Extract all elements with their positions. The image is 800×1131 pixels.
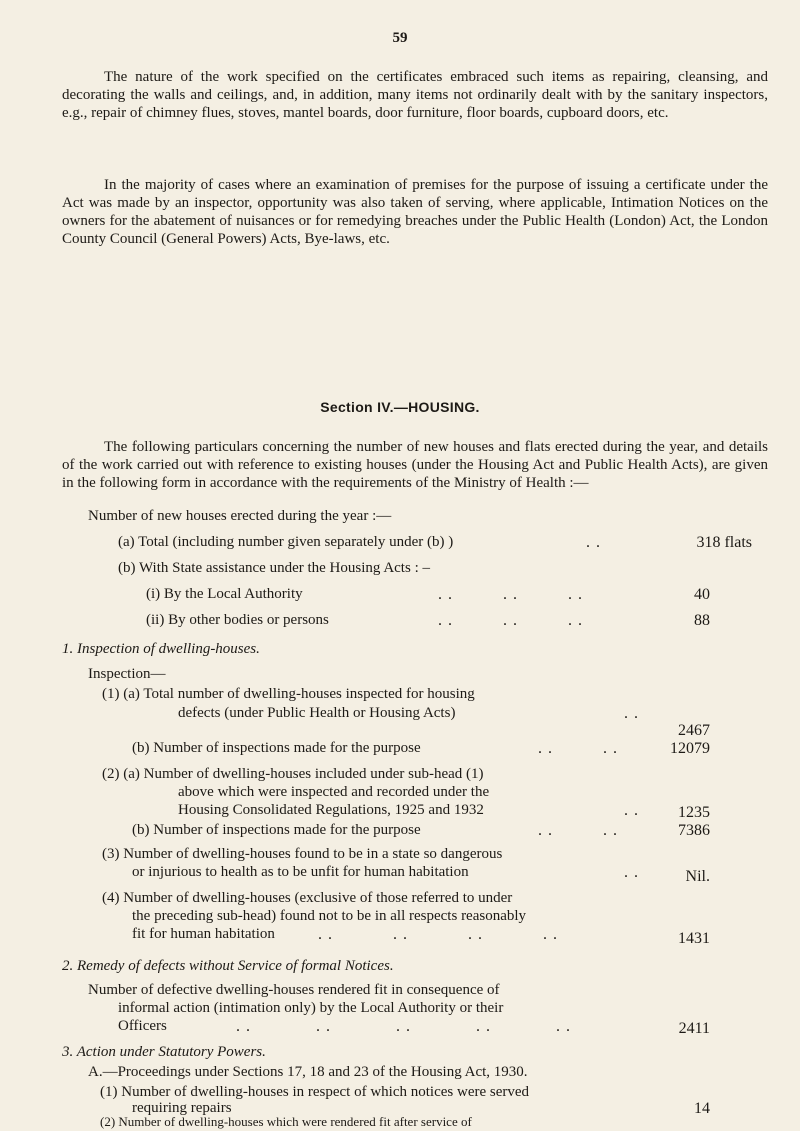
s2-label-1: (2) Number of dwelling-houses which were rendered fit after service of	[100, 1114, 472, 1129]
s1-value: 14	[694, 1100, 710, 1117]
inspection-heading: 1. Inspection of dwelling-houses.	[62, 641, 260, 657]
i2a-label-2: above which were inspected and recorded under the	[178, 784, 490, 800]
i4-label-2: the preceding sub-head) found not to be in all respects reasonably	[132, 908, 527, 924]
new-houses-b-ii-value: 88	[694, 612, 710, 629]
i1b-value: 12079	[670, 740, 710, 757]
paragraph-intimation-notices: In the majority of cases where an examination of premises for the purpose of issuing a certificate under the Act was made by an inspector, opportunity was also taken of serving, where applicable, Intimation Notices on the owners for the abatement of nuisances or for remedying breaches under the Public Health (London) Act, the London County Council (General Powers) Acts, Bye-laws, etc.	[62, 177, 768, 247]
i3-label-1: (3) Number of dwelling-houses found to be in a state so dangerous	[102, 846, 503, 862]
i3-value: Nil.	[685, 868, 710, 885]
i1a-label-1: (1) (a) Total number of dwelling-houses inspected for housing	[102, 686, 475, 702]
dot-leader: . . . . . .	[438, 612, 583, 629]
remedy-label-3: Officers	[118, 1018, 167, 1034]
dot-leader: . . . . . . . .	[318, 926, 558, 943]
i2a-label-3: Housing Consolidated Regulations, 1925 and 1932	[178, 802, 484, 818]
remedy-label-1: Number of defective dwelling-houses rendered fit in consequence of	[88, 982, 500, 998]
dot-leader: . . . . . . . . . .	[236, 1018, 571, 1035]
dot-leader: . .	[624, 864, 639, 881]
i1b-label: (b) Number of inspections made for the purpose	[132, 740, 421, 756]
i2a-value: 1235	[678, 804, 710, 821]
new-houses-a-label: (a) Total (including number given separately under (b) )	[118, 534, 454, 550]
dot-leader: . .	[586, 534, 601, 551]
new-houses-intro: Number of new houses erected during the year :—	[88, 508, 392, 524]
new-houses-b-ii-label: (ii) By other bodies or persons	[146, 612, 329, 628]
statutory-sub: A.—Proceedings under Sections 17, 18 and 23 of the Housing Act, 1930.	[88, 1064, 528, 1080]
new-houses-b-i-value: 40	[694, 586, 710, 603]
dot-leader: . .	[624, 802, 639, 819]
dot-leader: . .	[624, 705, 639, 722]
s1-label-2: requiring repairs	[132, 1100, 232, 1116]
new-houses-b-i-label: (i) By the Local Authority	[146, 586, 303, 602]
new-houses-b-label: (b) With State assistance under the Housing Acts : –	[118, 560, 430, 576]
i2a-label-1: (2) (a) Number of dwelling-houses included under sub-head (1)	[102, 766, 484, 782]
remedy-value: 2411	[678, 1020, 710, 1037]
i4-value: 1431	[678, 930, 710, 947]
i1a-label-2: defects (under Public Health or Housing Acts)	[178, 705, 456, 721]
statutory-heading: 3. Action under Statutory Powers.	[62, 1044, 266, 1060]
dot-leader: . . . .	[538, 822, 618, 839]
paragraph-certificates-work: The nature of the work specified on the certificates embraced such items as repairing, cleansing, and decorating the walls and ceilings, and, in addition, many items not ordinarily dealt with by the sanitary inspectors, e.g., repair of chimney flues, stoves, mantel boards, door furniture, floor boards, cupboard doors, etc.	[62, 69, 768, 121]
i2b-value: 7386	[678, 822, 710, 839]
section-heading: Section IV.—HOUSING.	[320, 399, 480, 415]
dot-leader: . . . . . .	[438, 586, 583, 603]
i4-label-3: fit for human habitation	[132, 926, 275, 942]
i2b-label: (b) Number of inspections made for the purpose	[132, 822, 421, 838]
i4-label-1: (4) Number of dwelling-houses (exclusive of those referred to under	[102, 890, 513, 906]
i3-label-2: or injurious to health as to be unfit for human habitation	[132, 864, 469, 880]
inspection-sub: Inspection—	[88, 666, 166, 682]
i1a-value: 2467	[678, 722, 710, 739]
page-number: 59	[392, 30, 408, 46]
remedy-heading: 2. Remedy of defects without Service of formal Notices.	[62, 958, 394, 974]
dot-leader: . . . .	[538, 740, 618, 757]
paragraph-housing-particulars: The following particulars concerning the number of new houses and flats erected during the year, and details of the work carried out with reference to existing houses (under the Housing Act and Public Health Acts), are given in the following form in accordance with the requirements of the Ministry of Health :—	[62, 439, 768, 491]
remedy-label-2: informal action (intimation only) by the Local Authority or their	[118, 1000, 504, 1016]
s1-label-1: (1) Number of dwelling-houses in respect of which notices were served	[100, 1084, 530, 1100]
new-houses-a-value: 318 flats	[696, 534, 752, 551]
